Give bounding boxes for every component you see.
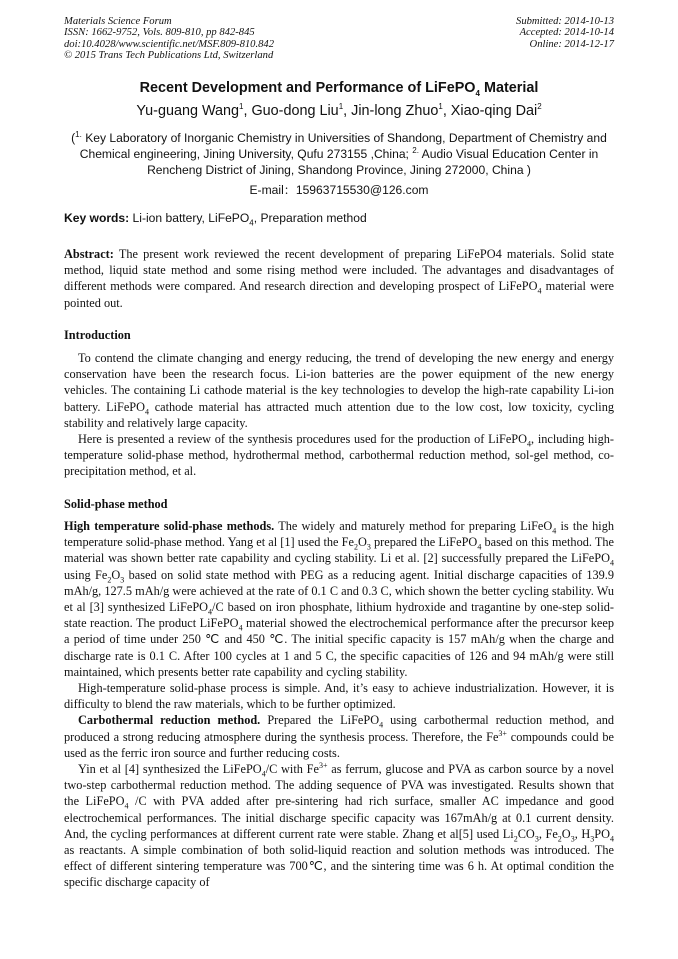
journal-header-right [516, 16, 614, 50]
online-date: Online: 2014-12-17 [529, 38, 614, 50]
introduction-body [64, 350, 614, 480]
solid-paragraph-4: Yin et al [4] synthesized the LiFePO$_4$/C with $Fe^{3+}$ as ferrum, glucose and PVA as carbon source by a novel two-step carbothermal reduction method. The adding sequence of PVA was investigated. Results shown that the LiFePO$_4$ /C with PVA added after pre-sintering had rich surface, smaller AC impedance and good electrochemical performances. The initial discharge specific capacity was 167mAh/g at 0.1 current density. And, the cycling performances at different current rate were stable. Zhang et al[5] used $Li_2CO_3$, $Fe_2O_3$, $H_3PO_4$ as reactants. A simple combination of both solid-liquid reaction and solution methods was introduced. The effect of different sintering temperature was 700℃, and the sintering time was 6 h. At optimal condition the specific discharge capacity of [64, 760, 615, 890]
abstract-label: Abstract: [64, 247, 114, 261]
copyright-line: © 2015 Trans Tech Publications Ltd, Switzerland [64, 50, 274, 62]
solid-paragraph-3: Carbothermal reduction method. Prepared the LiFePO$_4$ using carbothermal reduction method, and produced a strong reducing atmosphere during the synthesis process. Therefore, the $Fe^{3+}$ compounds could be used as the ferric iron source and further reducing costs. [64, 713, 615, 760]
issn-line: ISSN: 1662-9752, Vols. 809-810, pp 842-845 [64, 27, 255, 39]
submitted-date: Submitted: 2014-10-13 [516, 16, 614, 27]
contact-email: E-mail：15963715530@126.com [249, 183, 429, 197]
affiliations: ($^{1.}$ Key Laboratory of Inorganic Chemistry in Universities of Shandong, Department of Chemistry and Chemical engineering, Jining University, Qufu 273155 ,China; $^{2.}$ Audio Visual Education Center in Rencheng District of Jining, Shandong Province, Jining 272000, China ) [71, 129, 607, 177]
paper-title: Recent Development and Performance of LiFePO$_4$ Material [139, 80, 539, 98]
journal-header-left [64, 16, 274, 62]
intro-paragraph-2: Here is presented a review of the synthesis procedures used for the production of LiFePO$_4$, including high-temperature solid-phase method, hydrothermal method, carbothermal reduction method, sol-gel method, co-precipitation method, et al. [64, 432, 614, 479]
solid-phase-heading: Solid-phase method [64, 497, 168, 511]
keywords-label: Key words: [64, 211, 130, 225]
solid-phase-body [64, 518, 614, 891]
solid-paragraph-1: High temperature solid-phase methods. The widely and maturely method for preparing LiFeO$_4$ is the high temperature solid-phase method. Yang et al [1] used the $Fe_2O_3$ prepared the LiFePO$_4$ based on this method. The material was shown better rate capability and cycling stability. Li et al. [2] successfully prepared the LiFePO$_4$ using $Fe_2O_3$ based on solid state method with PEG as a reducing agent. Initial discharge capacities of 139.9 mAh/g, 127.5 mAh/g were achieved at the rate of 0.1 C and 0.3 C, which shown the better cycling stability. Wu et al [3] synthesized LiFePO$_4$/C based on iron phosphate, lithium hydroxide and tragantine by one-step solid-state reaction. The product LiFePO$_4$ material showed the electrochemical performance after the precursor keep a period of time under 250 ℃ and 450 ℃. The initial specific capacity is 157 mAh/g when the charge and discharge rate is 0.1 C. After 100 cycles at 1 and 5 C, the specific capacities of 126 and 94 mAh/g were still maintained, which presents better rate capability and cycling stability. [64, 519, 614, 679]
keywords-line: Key words: Li-ion battery, LiFePO$_4$, Preparation method [64, 211, 367, 228]
abstract-paragraph: Abstract: The present work reviewed the recent development of preparing LiFePO4 materials. Solid state method, liquid state method and some rising method were included. The advantages and disadvantages of different methods were compared. And research direction and developing prospect of LiFePO$_4$ material were pointed out. [64, 247, 614, 310]
introduction-heading: Introduction [64, 328, 131, 342]
accepted-date: Accepted: 2014-10-14 [519, 27, 614, 39]
solid-paragraph-2: High-temperature solid-phase process is simple. And, it’s easy to achieve industrialization. However, it is difficulty to blend the raw materials, which to be further optimized. [64, 681, 614, 712]
author-list: Yu-guang Wang$^1$, Guo-dong Liu$^1$, Jin-long Zhuo$^1$, Xiao-qing Dai$^2$ [136, 102, 542, 119]
doi-line: doi:10.4028/www.scientific.net/MSF.809-810.842 [64, 38, 274, 50]
intro-paragraph-1: To contend the climate changing and energy reducing, the trend of developing the new energy and energy conservation have been the research focus. Li-ion batteries are the power equipment of the new energy vehicles. The containing Li cathode material is the key technologies to develop the high-rate capability Li-ion battery. LiFePO$_4$ cathode material has attracted much attention due to the low cost, low toxicity, cycling stability and relatively large capacity. [64, 351, 615, 430]
journal-name: Materials Science Forum [64, 16, 172, 27]
